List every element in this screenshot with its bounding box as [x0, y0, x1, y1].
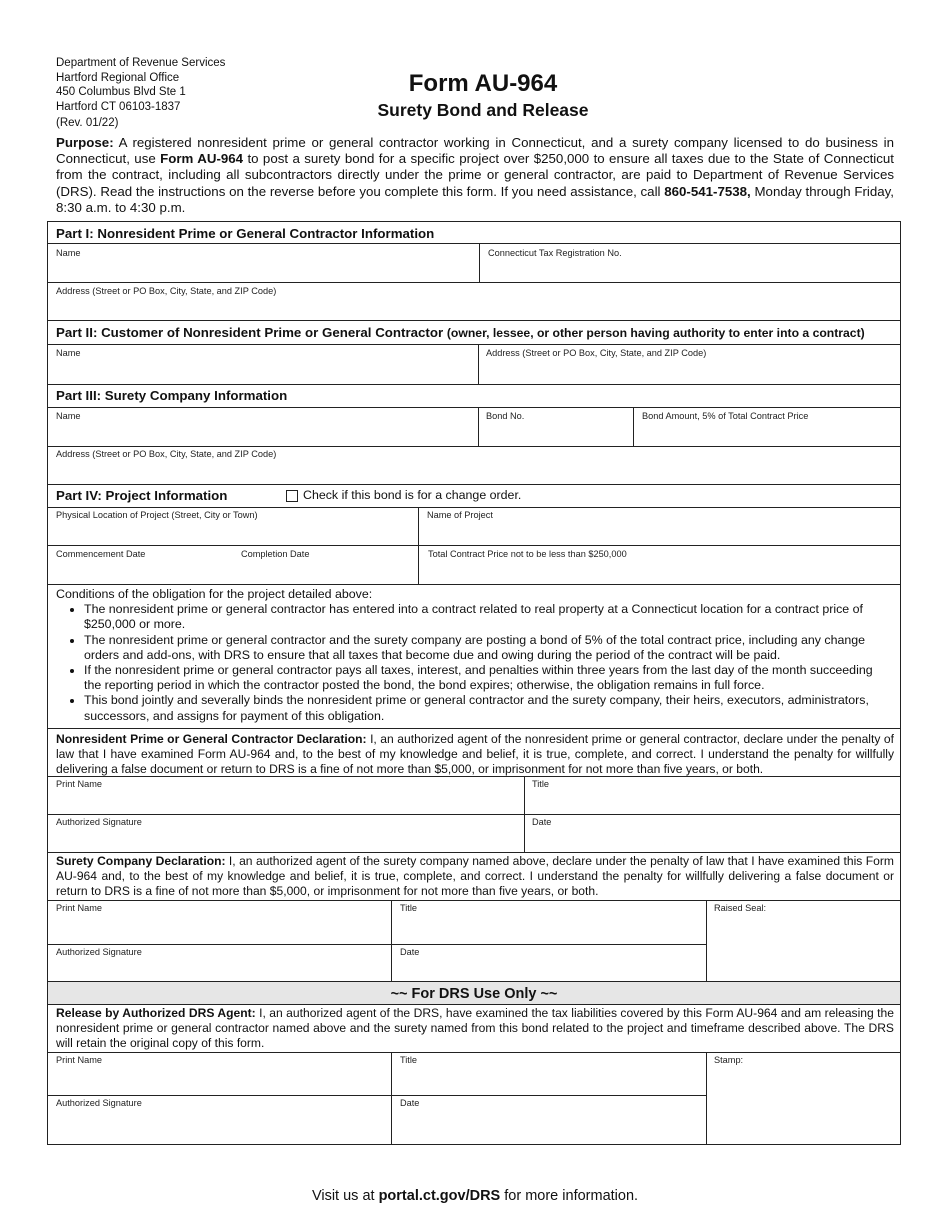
divider	[706, 1052, 707, 1145]
form-subtitle: Surety Bond and Release	[377, 100, 589, 120]
divider	[47, 944, 706, 945]
purpose-text: Monday through Friday, 8:30 a.m. to 4:30 p.m.	[56, 183, 894, 215]
footer	[0, 1188, 950, 1204]
part3-address-label: Address (Street or PO Box, City, State, and ZIP Code)	[56, 449, 277, 459]
condition-item: • The nonresident prime or general contractor and the surety company are posting a bond of 5% of the total contract price, including any change orders and add-ons, with DRS to ensure that all taxes that become due and owing during the period of the contract will be paid.	[84, 633, 886, 663]
divider	[47, 344, 901, 345]
part2-heading-note: (owner, lessee, or other person having authority to enter into a contract)	[446, 326, 865, 340]
divider	[47, 776, 901, 777]
form-title: Form AU-964	[408, 70, 558, 97]
stamp-label: Stamp:	[714, 1055, 744, 1065]
website-link[interactable]: portal.ct.gov/DRS	[378, 1188, 501, 1204]
divider	[47, 900, 901, 901]
contractor-title-label: Title	[532, 779, 550, 789]
raised-seal-label: Raised Seal:	[714, 903, 767, 913]
agency-line: Hartford CT 06103-1837	[56, 100, 181, 113]
contractor-declaration-label: Nonresident Prime or General Contractor Declaration:	[56, 732, 367, 746]
bond-no-input[interactable]	[482, 422, 634, 445]
part1-tax-label: Connecticut Tax Registration No.	[488, 248, 622, 258]
drs-signature-input[interactable]	[50, 1110, 391, 1142]
divider	[706, 900, 707, 981]
contract-price-input[interactable]	[422, 560, 901, 583]
drs-date-label: Date	[400, 1098, 420, 1108]
completion-label: Completion Date	[241, 549, 310, 559]
part3-name-label: Name	[56, 411, 81, 421]
agency-line: 450 Columbus Blvd Ste 1	[56, 86, 186, 99]
part2-heading	[56, 325, 865, 340]
change-order-label: Check if this bond is for a change order.	[303, 488, 522, 502]
divider	[47, 814, 901, 815]
bond-amount-input[interactable]	[637, 422, 901, 445]
project-name-input[interactable]	[422, 521, 901, 544]
part1-address-label: Address (Street or PO Box, City, State, and ZIP Code)	[56, 286, 277, 296]
surety-declaration-label: Surety Company Declaration:	[56, 854, 226, 868]
contractor-address-input[interactable]	[50, 297, 900, 319]
drs-title-input[interactable]	[395, 1067, 706, 1095]
bond-amount-label: Bond Amount, 5% of Total Contract Price	[642, 411, 809, 421]
divider	[47, 1052, 901, 1053]
project-location-input[interactable]	[50, 521, 418, 544]
divider	[47, 852, 901, 853]
drs-date-input[interactable]	[395, 1110, 706, 1142]
form-reference: Form AU-964	[160, 151, 244, 167]
contractor-declaration	[56, 732, 894, 778]
location-label: Physical Location of Project (Street, City or Town)	[56, 510, 258, 520]
surety-title-input[interactable]	[395, 915, 706, 943]
drs-title-label: Title	[400, 1055, 418, 1065]
footer-text: for more information.	[500, 1188, 639, 1204]
surety-declaration	[56, 854, 894, 900]
contractor-print-name-label: Print Name	[56, 779, 102, 789]
contractor-signature-input[interactable]	[50, 828, 524, 852]
part1-name-label: Name	[56, 248, 81, 258]
purpose-paragraph	[56, 135, 894, 216]
drs-release-statement	[56, 1006, 894, 1052]
drs-print-name-input[interactable]	[50, 1067, 391, 1095]
commencement-label: Commencement Date	[56, 549, 146, 559]
divider	[478, 344, 479, 384]
bond-no-label: Bond No.	[486, 411, 525, 421]
surety-title-label: Title	[400, 903, 418, 913]
tax-registration-input[interactable]	[483, 259, 901, 281]
part1-heading: Part I: Nonresident Prime or General Contractor Information	[56, 226, 435, 241]
divider	[47, 728, 901, 729]
part2-name-label: Name	[56, 348, 81, 358]
contract-price-label: Total Contract Price not to be less than $250,000	[428, 549, 627, 559]
part3-heading: Part III: Surety Company Information	[56, 388, 288, 403]
conditions-section	[56, 587, 886, 724]
drs-print-name-label: Print Name	[56, 1055, 102, 1065]
condition-item: • This bond jointly and severally binds the nonresident prime or general contractor and the surety company, their heirs, executors, administrators, successors, and assigns for payment of this obligation.	[84, 693, 886, 723]
surety-date-input[interactable]	[395, 958, 706, 981]
part2-address-label: Address (Street or PO Box, City, State, and ZIP Code)	[486, 348, 707, 358]
condition-item: • If the nonresident prime or general contractor pays all taxes, interest, and penalties within three years from the last day of the month succeeding the reporting period in which the contractor posted the bond, the bond expires; otherwise, the obligation remains in full force.	[84, 663, 886, 693]
contractor-signature-label: Authorized Signature	[56, 817, 142, 827]
purpose-label: Purpose:	[56, 135, 114, 150]
agency-line: Department of Revenue Services	[56, 57, 226, 69]
contractor-declaration-text: I, an authorized agent of the nonresident prime or general contractor, declare under the penalty of law that I have examined Form AU-964 and, to the best of my knowledge and belief, it is true, complete, and correct. I understand the penalty for willfully delivering a false document or return to DRS is a fine of not more than $5,000, or imprisonment for not more than five years, or both.	[56, 732, 894, 777]
surety-print-name-label: Print Name	[56, 903, 102, 913]
surety-date-label: Date	[400, 947, 420, 957]
divider	[47, 545, 901, 546]
contractor-title-input[interactable]	[528, 790, 901, 814]
drs-signature-label: Authorized Signature	[56, 1098, 142, 1108]
conditions-list	[56, 602, 886, 724]
agency-line: Hartford Regional Office	[56, 71, 180, 84]
surety-signature-label: Authorized Signature	[56, 947, 142, 957]
divider	[47, 384, 901, 385]
contractor-date-input[interactable]	[528, 828, 901, 852]
part2-heading-text: Part II: Customer of Nonresident Prime or General Contractor	[56, 325, 444, 340]
footer-text: Visit us at	[311, 1188, 379, 1204]
commencement-date-input[interactable]	[50, 560, 234, 583]
divider	[47, 282, 901, 283]
divider	[47, 1095, 706, 1096]
project-name-label: Name of Project	[427, 510, 493, 520]
divider	[47, 1004, 901, 1005]
divider	[479, 243, 480, 282]
divider	[391, 1052, 392, 1145]
divider	[47, 446, 901, 447]
purpose-text: A registered nonresident prime or general contractor working in Connecticut, and a surety company licensed to do business in Connecticut, use	[56, 135, 894, 167]
completion-date-input[interactable]	[236, 560, 418, 583]
divider	[47, 243, 901, 244]
divider	[47, 584, 901, 585]
surety-name-input[interactable]	[50, 422, 478, 445]
drs-release-label: Release by Authorized DRS Agent:	[56, 1006, 256, 1020]
divider	[47, 407, 901, 408]
surety-address-input[interactable]	[50, 460, 900, 483]
part4-heading: Part IV: Project Information	[56, 488, 228, 503]
divider	[391, 900, 392, 981]
revision-date: (Rev. 01/22)	[56, 117, 119, 130]
divider	[478, 407, 479, 446]
customer-address-input[interactable]	[482, 359, 900, 383]
divider	[47, 320, 901, 321]
change-order-checkbox[interactable]	[286, 490, 298, 502]
surety-declaration-text: I, an authorized agent of the surety company named above, declare under the penalty of law that I have examined this Form AU-964 and, to the best of my knowledge and belief, it is true, complete, and correct. I understand the penalty for willfully delivering a false document or return to DRS is a fine of not more than $5,000, or imprisonment for not more than five years, or both.	[56, 854, 894, 899]
contractor-print-name-input[interactable]	[50, 790, 524, 814]
divider	[47, 507, 901, 508]
customer-name-input[interactable]	[50, 359, 478, 383]
surety-signature-input[interactable]	[50, 958, 391, 981]
surety-print-name-input[interactable]	[50, 915, 391, 943]
conditions-intro: Conditions of the obligation for the project detailed above:	[56, 587, 373, 601]
phone-number: 860-541-7538,	[664, 183, 751, 199]
divider	[47, 484, 901, 485]
drs-use-only-banner: ~~ For DRS Use Only ~~	[48, 982, 900, 1004]
contractor-date-label: Date	[532, 817, 552, 827]
purpose-text: to post a surety bond for a specific project over $250,000 to ensure all taxes due to the State of Connecticut from the contract, including all subcontractors directly under the prime or general contractor, are paid to Department of Revenue Services (DRS). Read the instructions on the reverse before you complete this form. If you need assistance, call	[56, 151, 894, 199]
condition-item: • The nonresident prime or general contractor has entered into a contract related to real property at a Connecticut location for a contract price of $250,000 or more.	[84, 602, 886, 632]
drs-release-text: I, an authorized agent of the DRS, have examined the tax liabilities covered by this Form AU-964 and am releasing the nonresident prime or general contractor named above and the surety named from this bond related to the project and timeframe described above. The DRS will retain the original copy of this form.	[56, 1006, 894, 1051]
contractor-name-input[interactable]	[50, 259, 478, 281]
